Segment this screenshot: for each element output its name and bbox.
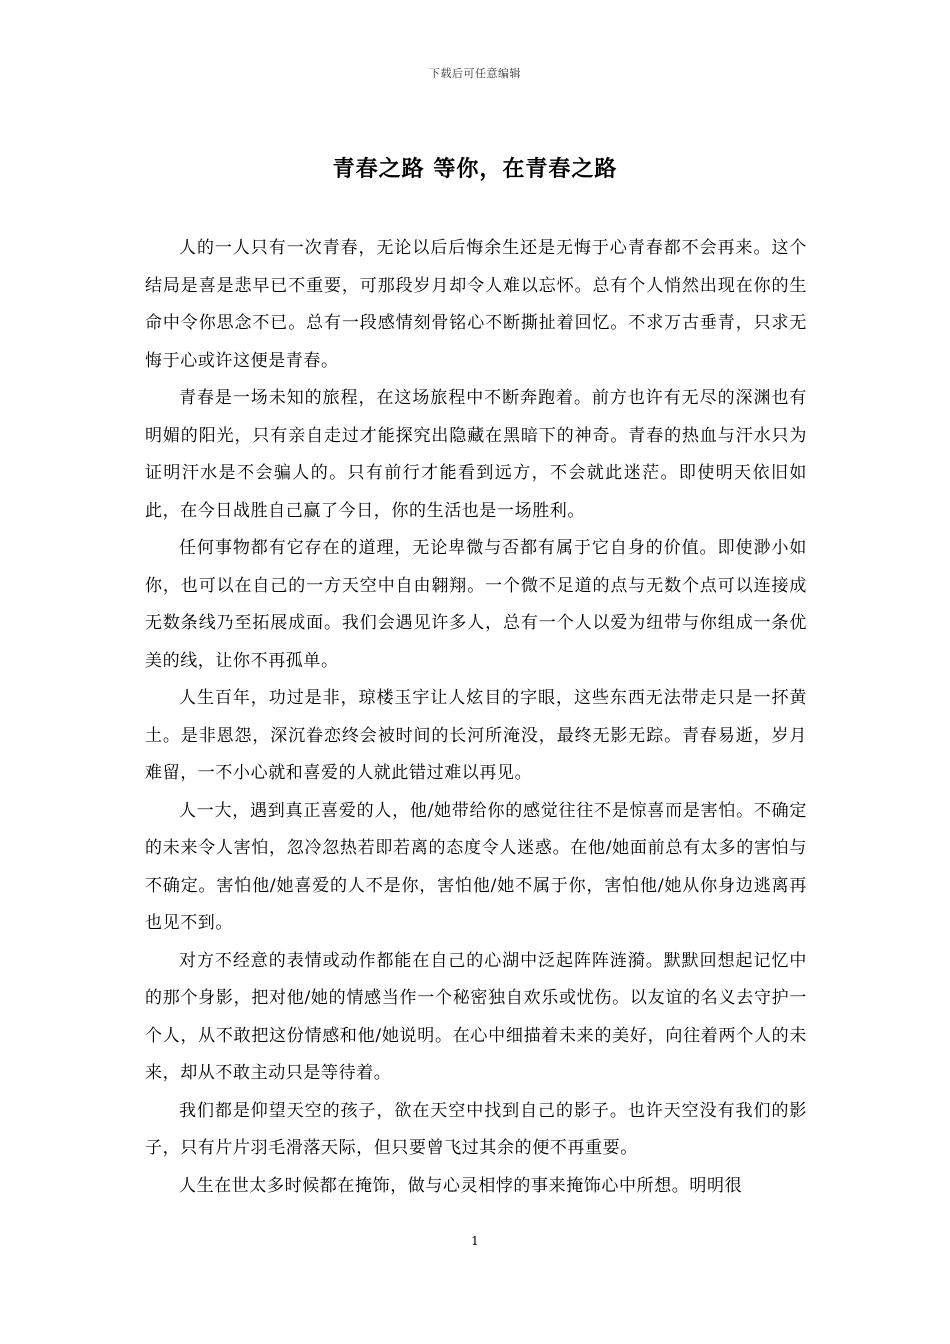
paragraph: 对方不经意的表情或动作都能在自己的心湖中泛起阵阵涟漪。默默回想起记忆中的那个身影，把对他/她的情感当作一个秘密独自欢乐或忧伤。以友谊的名义去守护一个人，从不敢把这份情感和他/她说明。在心中细描着未来的美好，向往着两个人的未来，却从不敢主动只是等待着。 — [145, 950, 807, 1083]
paragraph: 我们都是仰望天空的孩子，欲在天空中找到自己的影子。也许天空没有我们的影子，只有片片羽毛滑落天际，但只要曾飞过其余的便不再重要。 — [145, 1100, 807, 1158]
paragraph: 人的一人只有一次青春，无论以后后悔余生还是无悔于心青春都不会再来。这个结局是喜是悲早已不重要，可那段岁月却令人难以忘怀。总有个人悄然出现在你的生命中令你思念不已。总有一段感情刻骨铭心不断撕扯着回忆。不求万古垂青，只求无悔于心或许这便是青春。 — [145, 238, 807, 371]
paragraph: 人一大，遇到真正喜爱的人，他/她带给你的感觉往往不是惊喜而是害怕。不确定的未来令人害怕，忽冷忽热若即若离的态度令人迷惑。在他/她面前总有太多的害怕与不确定。害怕他/她喜爱的人不是你，害怕他/她不属于你，害怕他/她从你身边逃离再也见不到。 — [145, 800, 807, 933]
page-number: 1 — [471, 1234, 479, 1248]
paragraph: 人生百年，功过是非，琼楼玉宇让人炫目的字眼，这些东西无法带走只是一抔黄土。是非恩怨，深沉眷恋终会被时间的长河所淹没，最终无影无踪。青春易逝，岁月难留，一不小心就和喜爱的人就此错过难以再见。 — [145, 688, 807, 783]
paragraph: 青春是一场未知的旅程，在这场旅程中不断奔跑着。前方也许有无尽的深渊也有明媚的阳光，只有亲自走过才能探究出隐藏在黑暗下的神奇。青春的热血与汗水只为证明汗水是不会骗人的。只有前行才能看到远方，不会就此迷茫。即使明天依旧如此，在今日战胜自己赢了今日，你的生活也是一场胜利。 — [145, 388, 807, 521]
header-note: 下载后可任意编辑 — [429, 67, 521, 80]
document-title: 青春之路 等你，在青春之路 — [332, 156, 618, 182]
paragraph: 人生在世太多时候都在掩饰，做与心灵相悖的事来掩饰心中所想。明明很 — [179, 1175, 743, 1196]
document-body — [145, 230, 807, 1205]
paragraph: 任何事物都有它存在的道理，无论卑微与否都有属于它自身的价值。即使渺小如你，也可以在自己的一方天空中自由翱翔。一个微不足道的点与无数个点可以连接成无数条线乃至拓展成面。我们会遇见许多人，总有一个人以爱为纽带与你组成一条优美的线，让你不再孤单。 — [145, 538, 807, 671]
